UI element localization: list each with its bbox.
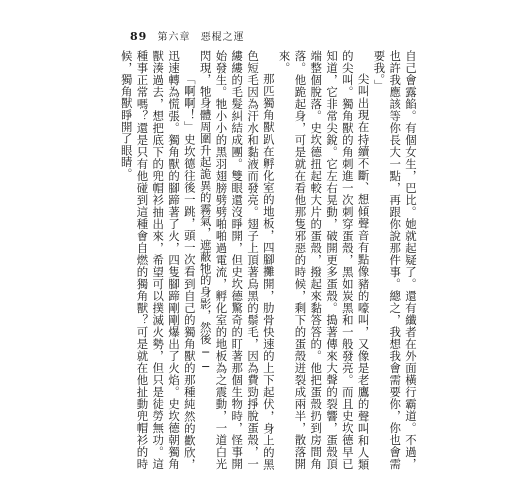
paragraph: 尖叫出現在持續不斷、想傾聲音有點像豬的嚎叫，又像是老鷹的聲叫和人類的尖叫。獨角獸的角刺進一次刺穿蛋殼，黑如炭黑和一般發亮。而且史坎德早已知道，它非常尖銳。它左右晃動，破開更多蛋殼。搗著傳來大聲的裂響，蛋殼頂端整個脫落。史坎德扭起較大片的蛋殼，撥起來黏答答的。他把蛋殼扔到房間角落。他跪起身，可是就在看他那隻邪惡的時候，剩下的蛋殼迸裂成兩半，散落開來。 xyxy=(277,50,371,470)
chapter-label: 第六章 xyxy=(157,32,191,43)
running-header xyxy=(130,28,245,43)
paragraph: 自己會露餡。有個女生，巴比。她就起疑了。還有纖者在外面橫行霸道。不過，也許我應該等你長大一點，再跟你說那件事。總之，我想我會需要你，你也會需要我。」 xyxy=(372,50,418,470)
page-number: 89 xyxy=(130,30,148,43)
paragraph: 「啊啊！」史坎德往後一跳，頭一次看到自己的獨角獸的那種純然的歡欣，迅速轉為慌張。獨角獸的腳蹄著了火，四隻腳蹄剛剛爆出了火焰。史坎德朝獨角獸湊過去，想把底下的兜帽衫抽出來，希望可以撲滅火勢，但只是徒勞無功。這種事正常嗎？還是只有他碰到這種會自燃的獨角獸？可是就在他扯動兜帽衫的時候，獨角獸睜開了眼睛。 xyxy=(119,50,197,470)
chapter-title: 惡棍之運 xyxy=(200,32,245,43)
paragraph: 那匹獨角獸趴在孵化室的地板，四腳攤開，肋骨快速的上下起伏，身上的黑色短毛因為汗水和黏液而發亮。翅子上頂著烏黑的鬃毛，因為費勁掙脫蛋殼，一縷縷的毛髮糾結成團。雙眼還沒睜開，但史坎德驚奇的盯著那個生物時，怪事開始發生。牠小小的黑羽翅膀劈劈啪啪過電流，孵化室的地板為之震動，一道白光閃現，牠身體周圍升起詭異的霧氣，遮蔽牠的身影，然後── xyxy=(198,50,276,470)
body-text xyxy=(118,50,418,470)
